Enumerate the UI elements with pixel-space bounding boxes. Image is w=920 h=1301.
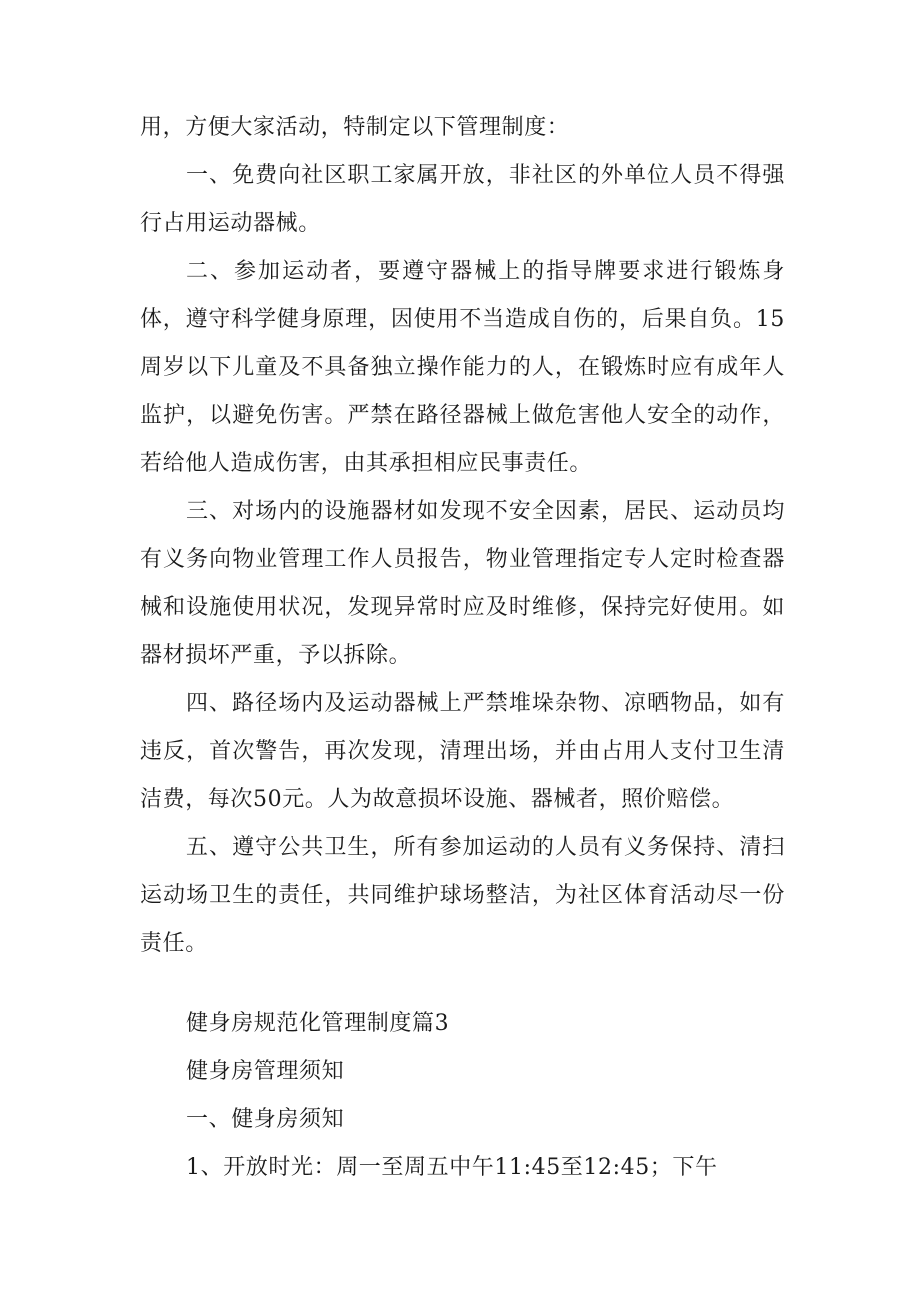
paragraph-rule-4: 四、路径场内及运动器械上严禁堆垛杂物、凉晒物品，如有违反，首次警告，再次发现，清理出场，并由占用人支付卫生清洁费，每次50元。人为故意损坏设施、器械者，照价赔偿。: [140, 691, 785, 812]
paragraph-rule-1: 一、免费向社区职工家属开放，非社区的外单位人员不得强行占用运动器械。: [140, 163, 785, 236]
paragraph-intro: 用，方便大家活动，特制定以下管理制度：: [140, 115, 570, 140]
notice-heading: 健身房管理须知: [186, 1059, 345, 1084]
list-item-opening-hours: 1、开放时光：周一至周五中午11:45至12:45；下午: [186, 1155, 718, 1180]
subsection-heading: 一、健身房须知: [186, 1107, 345, 1132]
body-text: [140, 104, 785, 968]
paragraph-rule-2: 二、参加运动者，要遵守器械上的指导牌要求进行锻炼身体，遵守科学健身原理，因使用不当造成自伤的，后果自负。15周岁以下儿童及不具备独立操作能力的人，在锻炼时应有成年人监护，以避免伤害。严禁在路径器械上做危害他人安全的动作，若给他人造成伤害，由其承担相应民事责任。: [140, 259, 785, 476]
paragraph-rule-5: 五、遵守公共卫生，所有参加运动的人员有义务保持、清扫运动场卫生的责任，共同维护球场整洁，为社区体育活动尽一份责任。: [140, 835, 785, 956]
section-heading: 健身房规范化管理制度篇3: [186, 1011, 450, 1036]
paragraph-rule-3: 三、对场内的设施器材如发现不安全因素，居民、运动员均有义务向物业管理工作人员报告，物业管理指定专人定时检查器械和设施使用状况，发现异常时应及时维修，保持完好使用。如器材损坏严重，予以拆除。: [140, 499, 785, 668]
